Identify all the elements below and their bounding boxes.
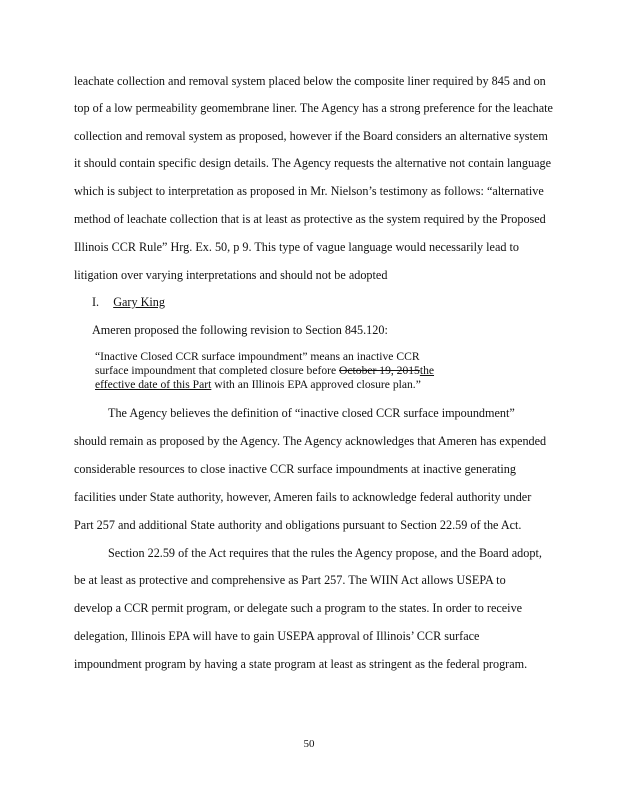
text-line: facilities under State authority, however, Ameren fails to acknowledge federal authority under [74,490,532,504]
text-line: Illinois CCR Rule” Hrg. Ex. 50, p 9. This type of vague language would necessarily lead to [74,240,519,254]
text-line: litigation over varying interpretations and should not be adopted [74,268,388,282]
text-line: collection and removal system as proposed, however if the Board considers an alternative system [74,129,548,143]
quote-line [95,378,421,392]
intro-line: Ameren proposed the following revision to Section 845.120: [92,323,388,337]
text-line: considerable resources to close inactive CCR surface impoundments at inactive generating [74,462,516,476]
text-line: which is subject to interpretation as proposed in Mr. Nielson’s testimony as follows: “alternative [74,184,544,198]
text-line: The Agency believes the definition of “inactive closed CCR surface impoundment” [108,406,515,420]
text-line: delegation, Illinois EPA will have to gain USEPA approval of Illinois’ CCR surface [74,629,480,643]
quote-inserted-text: effective date of this Part [95,378,212,391]
text-line: be at least as protective and comprehensive as Part 257. The WIIN Act allows USEPA to [74,573,506,587]
text-line: leachate collection and removal system placed below the composite liner required by 845 and on [74,74,546,88]
text-line: top of a low permeability geomembrane liner. The Agency has a strong preference for the leachate [74,101,553,115]
section-heading [92,295,165,309]
quote-line [95,364,434,378]
quote-deleted-text: October 19, 2015 [339,364,420,377]
text-line: develop a CCR permit program, or delegate such a program to the states. In order to receive [74,601,523,615]
page-number: 50 [303,738,315,750]
section-name: Gary King [113,295,165,309]
text-line: method of leachate collection that is at least as protective as the system required by the Proposed [74,212,546,226]
text-line: Section 22.59 of the Act requires that the rules the Agency propose, and the Board adopt, [108,546,542,560]
text-line: it should contain specific design details. The Agency requests the alternative not contain language [74,156,551,170]
text-line: Part 257 and additional State authority and obligations pursuant to Section 22.59 of the Act. [74,518,522,532]
text-line: should remain as proposed by the Agency. The Agency acknowledges that Ameren has expended [74,434,547,448]
section-number: I. [92,295,100,309]
text-line: impoundment program by having a state program at least as stringent as the federal program. [74,657,528,671]
quote-inserted-text: the [419,364,435,377]
quote-line: “Inactive Closed CCR surface impoundment” means an inactive CCR [95,350,420,363]
quote-text: surface impoundment that completed closure before [95,364,340,377]
quote-text: with an Illinois EPA approved closure plan.” [211,378,421,391]
